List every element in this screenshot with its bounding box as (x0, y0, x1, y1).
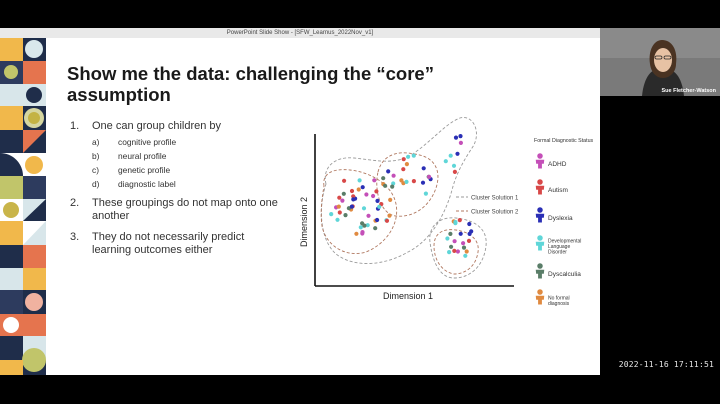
person-icon (365, 214, 370, 218)
person-icon (341, 179, 346, 183)
person-icon (350, 197, 355, 201)
legend-person-icon (536, 153, 545, 168)
person-icon (374, 199, 379, 203)
person-icon (454, 152, 459, 156)
person-icon (387, 198, 392, 202)
list-text: They do not necessarily predict learning outcomes either (92, 231, 245, 256)
person-icon (447, 154, 452, 158)
list-text: These groupings do not map onto one another (92, 197, 278, 222)
legend-label: Developmental (548, 238, 582, 245)
person-icon (411, 179, 416, 183)
list-number: 1. (70, 120, 80, 132)
legend (536, 153, 582, 307)
bullet-list (70, 120, 280, 259)
person-icon (361, 206, 366, 210)
legend-label: Language (548, 244, 571, 250)
person-icon (400, 157, 405, 161)
person-icon (463, 249, 468, 253)
legend-person-icon (536, 235, 545, 250)
person-icon (404, 162, 409, 166)
cluster-outline-1-right (430, 218, 486, 278)
legend-label: Dyslexia (548, 215, 573, 222)
person-icon (355, 187, 360, 191)
person-icon (334, 218, 339, 222)
person-icon (359, 231, 364, 235)
person-icon (337, 210, 342, 214)
sub-list-item (70, 177, 280, 191)
person-icon (371, 178, 376, 182)
cluster-figure (296, 94, 596, 364)
sub-list-letter: b) (92, 151, 100, 161)
person-icon (466, 239, 471, 243)
list-item (70, 120, 280, 133)
person-icon (370, 194, 375, 198)
person-icon (443, 159, 448, 163)
person-icon (359, 221, 364, 225)
person-icon (448, 245, 453, 249)
person-icon (420, 181, 425, 185)
window-title: PowerPoint Slide Show - [SFW_Learnus_2022Nov_v1] (226, 30, 374, 36)
person-icon (423, 192, 428, 196)
person-icon (461, 246, 466, 250)
list-text: One can group children by (92, 120, 222, 132)
person-icon (386, 214, 391, 218)
sub-list-item (70, 149, 280, 163)
sub-list-text: cognitive profile (118, 137, 177, 147)
timestamp: 2022-11-16 17:11:51 (618, 360, 714, 369)
person-icon (420, 166, 425, 170)
legend-title: Formal Diagnostic Status (534, 138, 594, 144)
cluster-solution-1-label: Cluster Solution 1 (471, 195, 519, 202)
person-icon (452, 170, 457, 174)
person-icon (363, 192, 368, 196)
sub-list-text: diagnostic label (118, 179, 176, 189)
person-icon (460, 241, 465, 245)
person-icon (451, 249, 456, 253)
person-icon (328, 212, 333, 216)
sub-list-letter: d) (92, 179, 100, 189)
x-axis-label: Dimension 1 (382, 291, 434, 301)
sub-list-item (70, 163, 280, 177)
person-icon (373, 189, 378, 193)
sub-list-text: genetic profile (118, 165, 171, 175)
legend-label: Autism (548, 187, 568, 194)
person-icon (349, 189, 354, 193)
person-icon (385, 169, 390, 173)
legend-label: Disorder (548, 249, 567, 256)
list-number: 3. (70, 231, 80, 243)
list-item (70, 197, 280, 223)
decorative-pattern (0, 38, 46, 375)
sub-list-text: neural profile (118, 151, 167, 161)
slide-title: Show me the data: challenging the “core” assumption (67, 63, 434, 105)
sub-list-letter: a) (92, 137, 100, 147)
person-icon (358, 225, 363, 229)
person-icon (372, 226, 377, 230)
person-icon (457, 232, 462, 236)
person-icon (462, 254, 467, 258)
sub-list-letter: c) (92, 165, 99, 175)
person-icon (447, 232, 452, 236)
list-number: 2. (70, 197, 80, 209)
person-icon (466, 222, 471, 226)
list-item (70, 231, 280, 257)
person-icon (466, 232, 471, 236)
legend-label: No formal (548, 295, 570, 302)
person-icon (342, 213, 347, 217)
sub-list-item (70, 135, 280, 149)
y-axis-label: Dimension 2 (299, 196, 309, 248)
person-icon (356, 178, 361, 182)
webcam-panel (600, 28, 720, 96)
person-icon (400, 167, 405, 171)
person-icon (453, 136, 458, 140)
person-icon (398, 178, 403, 182)
slide (0, 38, 600, 375)
speaker-name: Sue Fletcher-Watson (661, 88, 716, 94)
cluster-solution-2-label: Cluster Solution 2 (471, 209, 519, 216)
person-icon (446, 250, 451, 254)
legend-person-icon (536, 207, 545, 222)
person-icon (444, 236, 449, 240)
speaker-video (600, 28, 720, 96)
legend-person-icon (536, 289, 545, 304)
legend-person-icon (536, 179, 545, 194)
person-icon (458, 141, 463, 145)
legend-label: diagnosis (548, 300, 570, 307)
person-icon (380, 176, 385, 180)
person-icon (353, 232, 358, 236)
legend-label: ADHD (548, 161, 567, 168)
person-icon (451, 164, 456, 168)
person-icon (411, 154, 416, 158)
person-icon (390, 174, 395, 178)
person-icon (341, 192, 346, 196)
legend-label: Dyscalculia (548, 271, 581, 278)
person-icon (389, 185, 394, 189)
person-icon (336, 196, 341, 200)
legend-person-icon (536, 263, 545, 278)
person-icon (451, 239, 456, 243)
